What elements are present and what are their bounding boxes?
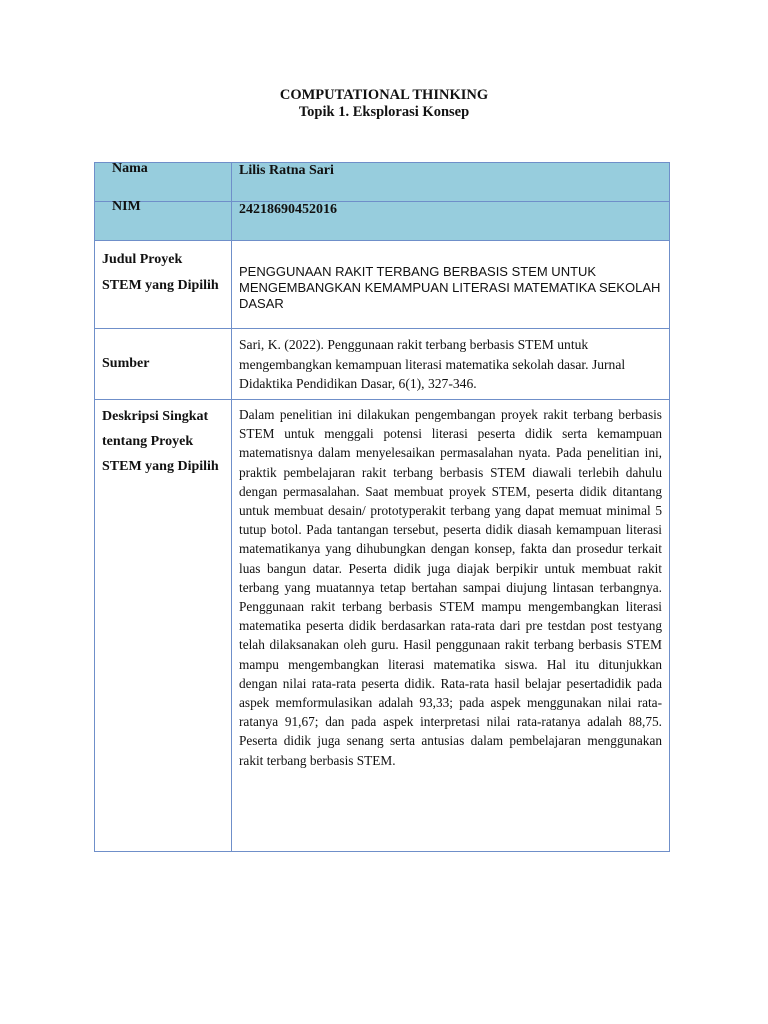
deskripsi-value: Dalam penelitian ini dilakukan pengembangan proyek rakit terbang berbasis STEM untuk menggali potensi literasi peserta didik serta kemampuan matematisnya dalam menyelesaikan permasalahan nyata. Pada penelitian ini, praktik pembelajaran rakit terbang berbasis STEM diawali terlebih dahulu dengan permasalahan. Saat membuat proyek STEM, peserta didik ditantang untuk membuat desain/ prototyperakit terbang yang dapat memuat minimal 5 tutup botol. Pada tantangan tersebut, peserta didik diasah kemampuan literasi matematikanya yang dihubungkan dengan konsep, fakta dan prosedur terkait luas bangun datar. Peserta didik juga diajak berpikir untuk membuat rakit terbang yang muatannya tetap bertahan sampai diujung lintasan terbangnya. Penggunaan rakit terbang berbasis STEM mampu mengembangkan literasi matematika peserta didik berdasarkan rata-rata dari pre testdan post testyang telah dilaksanakan oleh guru. Hasil penggunaan rakit terbang berbasis STEM mampu mengembangkan literasi matematika siswa. Hal itu ditunjukkan dengan nilai rata-rata peserta didik. Rata-rata hasil belajar pesertadidik pada aspek memformulasikan adalah 93,33; pada aspek menggunakan nilai rata-ratanya 91,67; dan pada aspek interpretasi nilai rata-ratanya adalah 88,75. Peserta didik juga senang serta antusias dalam pembelajaran menggunakan rakit terbang berbasis STEM. <box>239 407 662 768</box>
document-subtitle: Topik 1. Eksplorasi Konsep <box>298 104 470 120</box>
sumber-value: Sari, K. (2022). Penggunaan rakit terbang berbasis STEM untuk mengembangkan kemampuan literasi matematika sekolah dasar. Jurnal Didaktika Pendidikan Dasar, 6(1), 327-346. <box>239 337 626 391</box>
nim-value: 24218690452016 <box>239 202 337 217</box>
sumber-label: Sumber <box>102 356 150 371</box>
deskripsi-label: Deskripsi Singkat tentang Proyek STEM yang Dipilih <box>102 409 219 474</box>
nim-value-cell <box>232 202 670 241</box>
row-judul <box>95 241 670 329</box>
nama-value: Lilis Ratna Sari <box>239 163 334 178</box>
judul-label: Judul Proyek STEM yang Dipilih <box>102 252 219 293</box>
sumber-value-cell <box>232 329 670 400</box>
row-nim <box>95 202 670 241</box>
document-title: COMPUTATIONAL THINKING <box>279 87 489 103</box>
nim-label-cell <box>95 199 232 241</box>
judul-label-cell <box>95 241 232 329</box>
document-header <box>0 87 768 121</box>
row-deskripsi <box>95 400 670 852</box>
deskripsi-value-cell <box>232 400 670 852</box>
row-sumber <box>95 329 670 400</box>
judul-value: PENGGUNAAN RAKIT TERBANG BERBASIS STEM UNTUK MENGEMBANGKAN KEMAMPUAN LITERASI MATEMATIKA SEKOLAH DASAR <box>239 263 661 311</box>
identity-table <box>94 162 670 852</box>
nama-value-cell <box>232 163 670 202</box>
nama-label-cell <box>95 163 232 202</box>
row-nama <box>95 163 670 202</box>
nim-label: NIM <box>112 199 141 214</box>
deskripsi-label-cell <box>95 400 232 852</box>
sumber-label-cell <box>95 329 232 400</box>
judul-value-cell <box>232 241 670 329</box>
nama-label: Nama <box>112 161 148 176</box>
